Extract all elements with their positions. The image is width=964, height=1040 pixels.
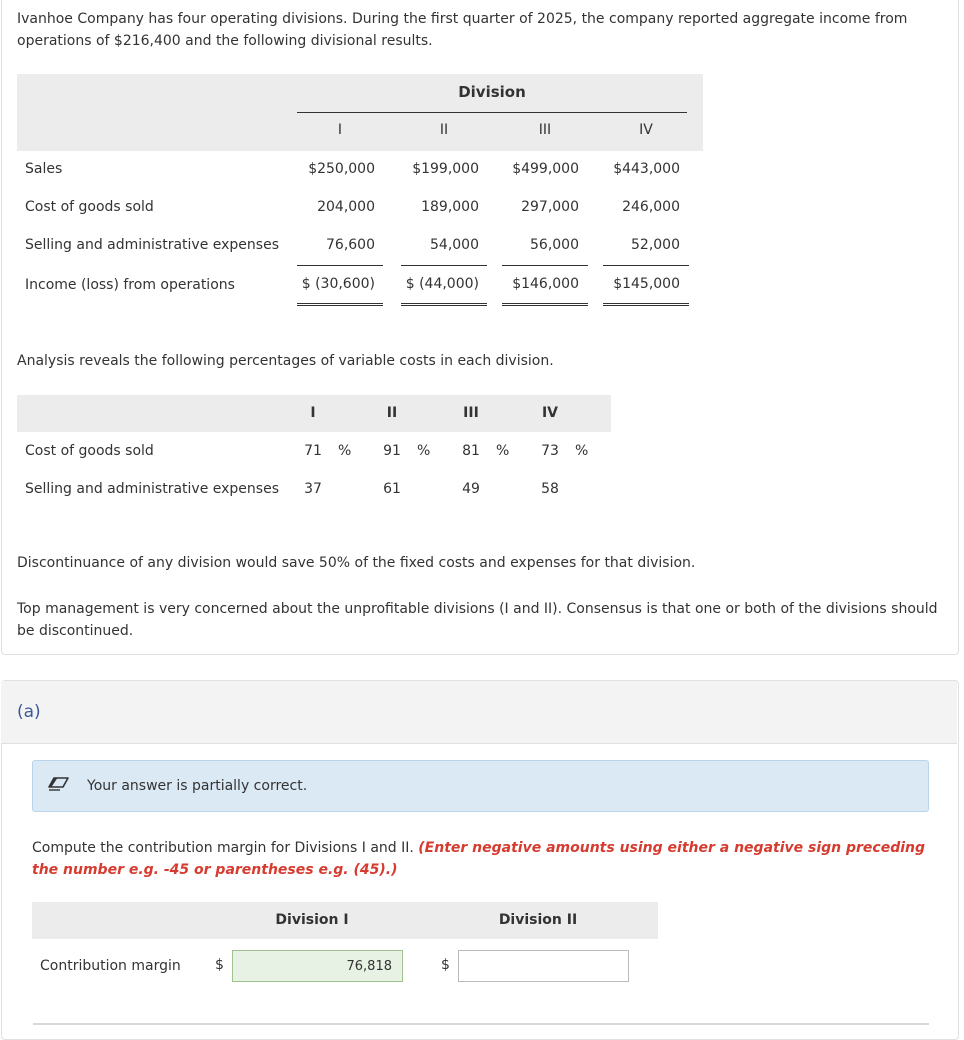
sales-div1: $250,000 (308, 161, 375, 177)
part-a-label: (a) (17, 702, 41, 722)
feedback-text: Your answer is partially correct. (87, 778, 308, 794)
pct-sga-div2: 61 (383, 481, 401, 497)
pct-cogs-div4: 73 (541, 443, 559, 459)
row-label-income: Income (loss) from operations (25, 277, 235, 293)
instruction-main: Compute the contribution margin for Divisions I and II. (32, 840, 414, 856)
answer-col-division-2: Division II (498, 912, 578, 928)
sales-div4: $443,000 (613, 161, 680, 177)
cogs-div2: 189,000 (421, 199, 479, 215)
discontinuance-text: Discontinuance of any division would save 50% of the fixed costs and expenses for that division. (17, 555, 696, 571)
col-header-2: II (439, 122, 449, 138)
instruction-text (32, 837, 932, 881)
currency-sign-1: $ (215, 957, 224, 973)
subtotal-rule-4 (603, 265, 689, 266)
col-header-4: IV (639, 122, 653, 138)
pct-unit-1: % (338, 443, 352, 459)
income-div4: $145,000 (613, 276, 680, 292)
analysis-text: Analysis reveals the following percentages of variable costs in each division. (17, 353, 554, 369)
total-double-rule-1 (297, 303, 383, 306)
pct-sga-div1: 37 (304, 481, 322, 497)
division-group-header: Division (458, 83, 526, 101)
currency-sign-2: $ (441, 957, 450, 973)
pct-col-header-3: III (463, 405, 479, 421)
eraser-icon (48, 777, 70, 795)
total-double-rule-3 (502, 303, 588, 306)
col-header-3: III (538, 122, 552, 138)
contribution-margin-div2-input[interactable] (458, 950, 629, 982)
sales-div3: $499,000 (512, 161, 579, 177)
sales-div2: $199,000 (412, 161, 479, 177)
total-double-rule-2 (401, 303, 487, 306)
part-a-header (1, 681, 957, 744)
instruction-note: (Enter negative amounts using either a negative sign preceding the number e.g. -45 or parentheses e.g. (45).) (32, 840, 926, 878)
sga-div2: 54,000 (430, 237, 479, 253)
division-header-rule (297, 112, 687, 113)
sga-div1: 76,600 (326, 237, 375, 253)
contribution-margin-div1-input[interactable] (232, 950, 403, 982)
income-div3: $146,000 (512, 276, 579, 292)
row-label-cogs: Cost of goods sold (25, 199, 154, 215)
pct-cogs-div2: 91 (383, 443, 401, 459)
pct-sga-div3: 49 (462, 481, 480, 497)
pct-col-header-4: IV (541, 405, 559, 421)
bottom-divider (33, 1023, 929, 1025)
sga-div3: 56,000 (530, 237, 579, 253)
pct-row-label-sga: Selling and administrative expenses (25, 481, 279, 497)
cogs-div3: 297,000 (521, 199, 579, 215)
income-div1: $ (30,600) (301, 276, 375, 292)
pct-cogs-div3: 81 (462, 443, 480, 459)
intro-text: Ivanhoe Company has four operating divisions. During the first quarter of 2025, the company reported aggregate income from operations of $216,400 and the following divisional results. (17, 11, 908, 49)
row-label-sga: Selling and administrative expenses (25, 237, 279, 253)
col-header-1: I (337, 122, 343, 138)
income-div2: $ (44,000) (405, 276, 479, 292)
subtotal-rule-1 (297, 265, 383, 266)
answer-col-division-1: Division I (275, 912, 349, 928)
row-label-sales: Sales (25, 161, 63, 177)
pct-col-header-1: I (310, 405, 316, 421)
cogs-div1: 204,000 (317, 199, 375, 215)
management-text: Top management is very concerned about the unprofitable divisions (I and II). Consensus is that one or both of the divisions should be discontinued. (17, 601, 938, 639)
subtotal-rule-3 (502, 265, 588, 266)
sga-div4: 52,000 (631, 237, 680, 253)
pct-cogs-div1: 71 (304, 443, 322, 459)
contribution-margin-label: Contribution margin (40, 958, 181, 974)
pct-col-header-2: II (386, 405, 398, 421)
pct-unit-4: % (575, 443, 589, 459)
cogs-div4: 246,000 (622, 199, 680, 215)
pct-unit-2: % (417, 443, 431, 459)
subtotal-rule-2 (401, 265, 487, 266)
total-double-rule-4 (603, 303, 689, 306)
pct-unit-3: % (496, 443, 510, 459)
pct-sga-div4: 58 (541, 481, 559, 497)
pct-row-label-cogs: Cost of goods sold (25, 443, 154, 459)
